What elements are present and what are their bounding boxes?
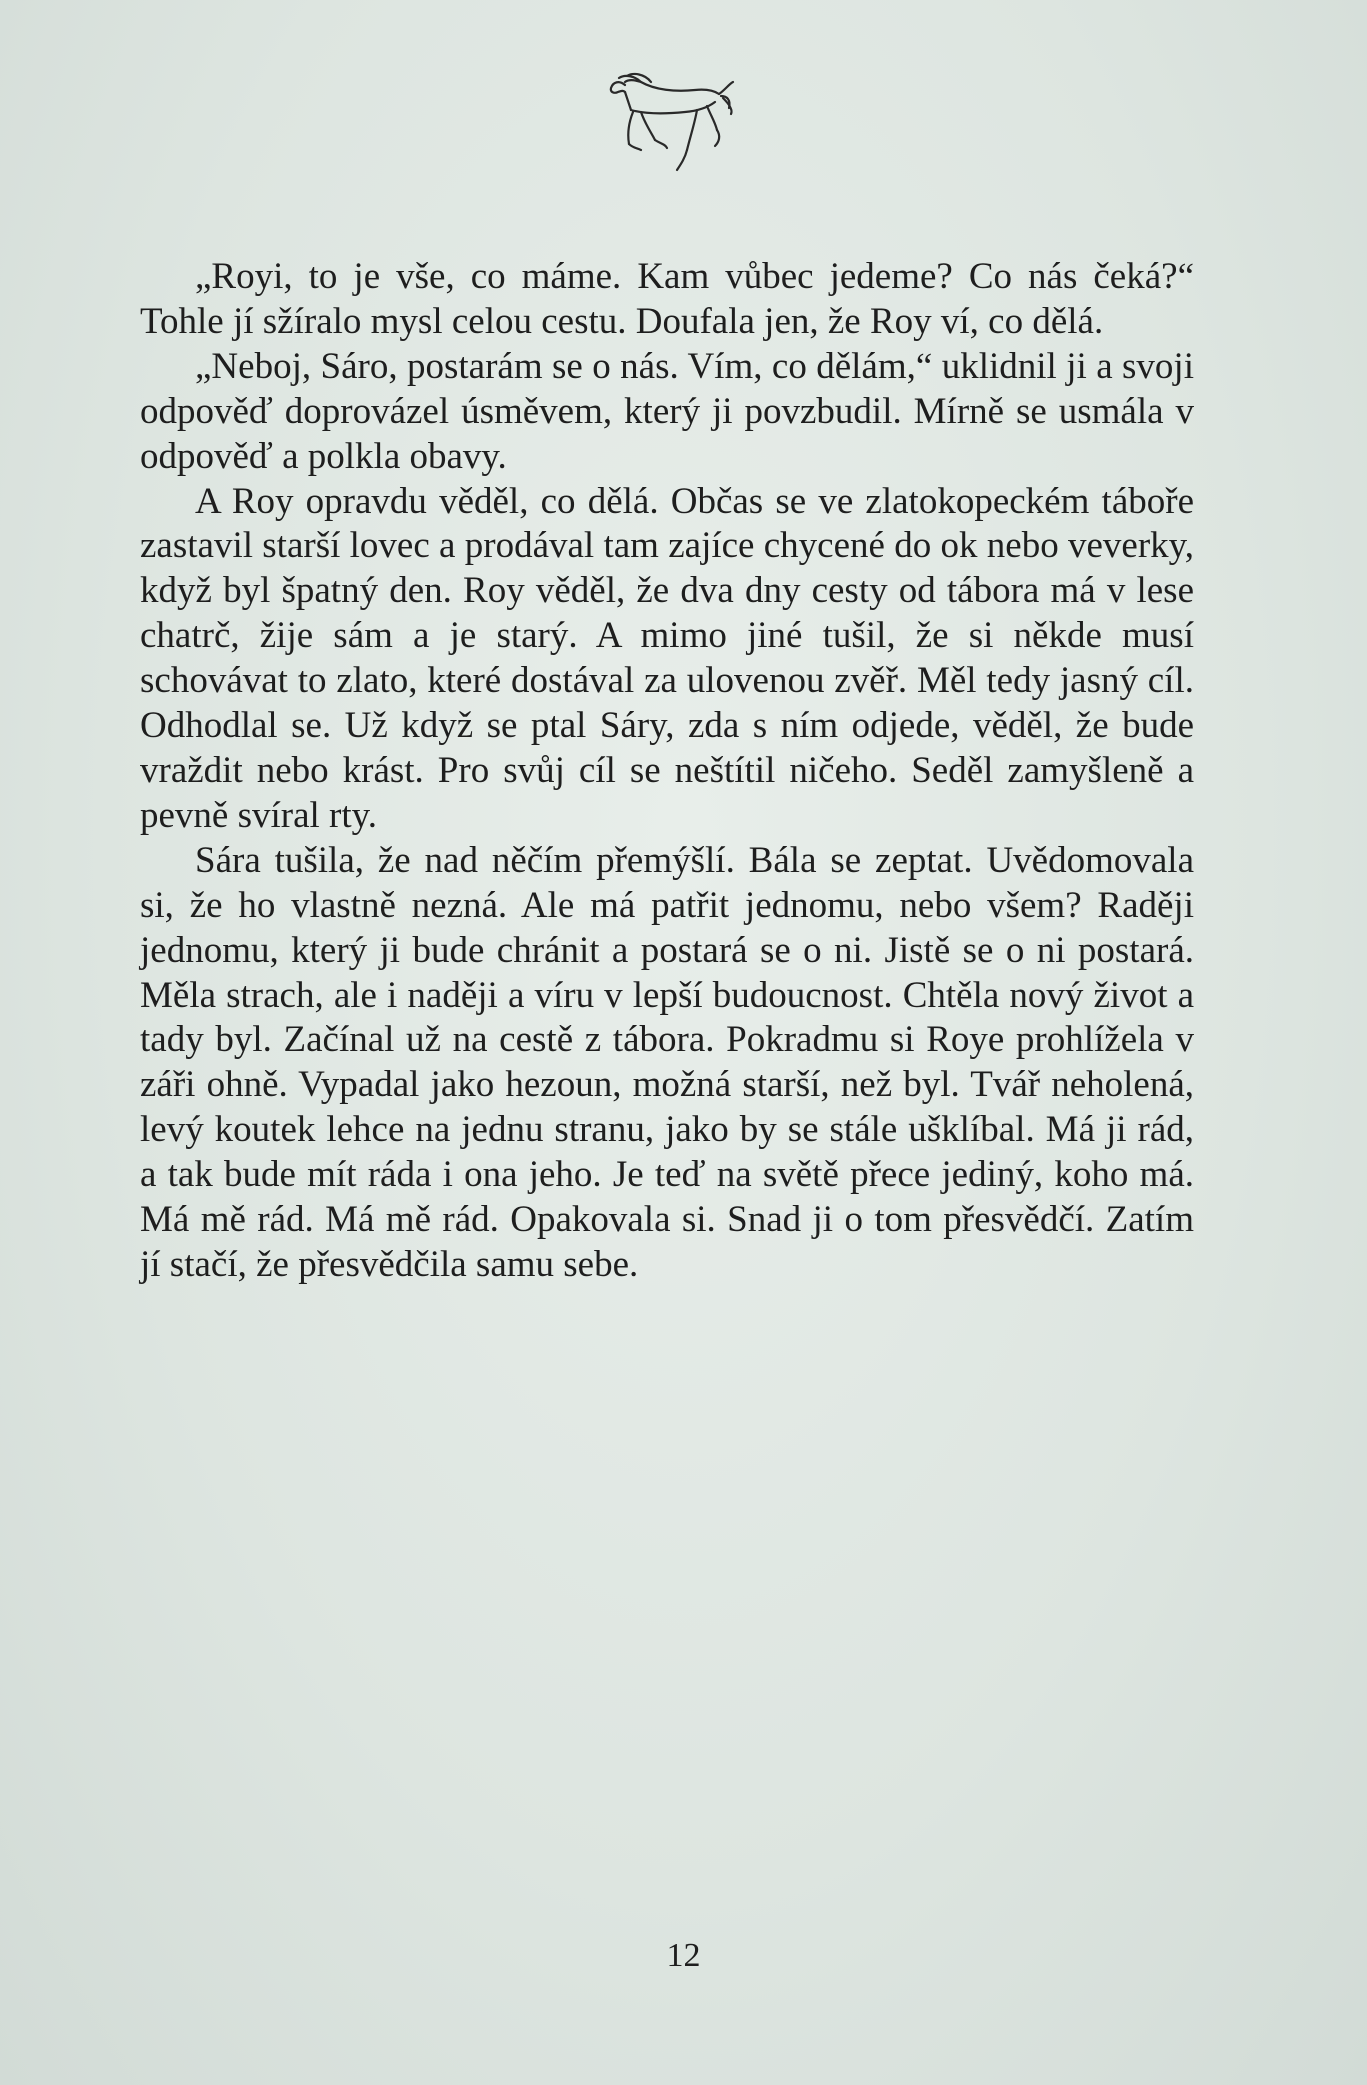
horse-icon bbox=[605, 70, 740, 175]
paragraph: Sára tušila, že nad něčím přemýšlí. Bála se zeptat. Uvědomovala si, že ho vlastně nezná. Ale má patřit jednomu, nebo všem? Raději jednomu, který ji bude chránit a postará se o ni. Jistě se o ni postará. Měla strach, ale i naději a víru v lepší budoucnost. Chtěla nový život a tady byl. Začínal už na cestě z tábora. Pokradmu si Roye prohlížela v záři ohně. Vypadal jako hezoun, možná starší, než byl. Tvář neholená, levý koutek lehce na jednu stranu, jako by se stále ušklíbal. Má ji rád, a tak bude mít ráda i ona jeho. Je teď na světě přece jediný, koho má. Má mě rád. Má mě rád. Opakovala si. Snad ji o tom přesvědčí. Zatím jí stačí, že přesvědčila samu sebe. bbox=[140, 839, 1194, 1285]
paragraph: „Royi, to je vše, co máme. Kam vůbec jedeme? Co nás čeká?“ Tohle jí sžíralo mysl celou cestu. Doufala jen, že Roy ví, co dělá. bbox=[140, 256, 1194, 342]
page-number: 12 bbox=[666, 1937, 701, 1974]
body-text bbox=[140, 255, 1194, 1288]
paragraph: A Roy opravdu věděl, co dělá. Občas se ve zlatokopeckém táboře zastavil starší lovec a prodával tam zajíce chycené do ok nebo veverky, když byl špatný den. Roy věděl, že dva dny cesty od tábora má v lese chatrč, žije sám a je starý. A mimo jiné tušil, že si někde musí schovávat to zlato, které dostával za ulovenou zvěř. Měl tedy jasný cíl. Odhodlal se. Už když se ptal Sáry, zda s ním odjede, věděl, že bude vraždit nebo krást. Pro svůj cíl se neštítil ničeho. Seděl zamyšleně a pevně svíral rty. bbox=[140, 480, 1194, 836]
paragraph: „Neboj, Sáro, postarám se o nás. Vím, co dělám,“ uklidnil ji a svoji odpověď doprovázel úsměvem, který ji povzbudil. Mírně se usmála v odpověď a polkla obavy. bbox=[140, 345, 1194, 477]
